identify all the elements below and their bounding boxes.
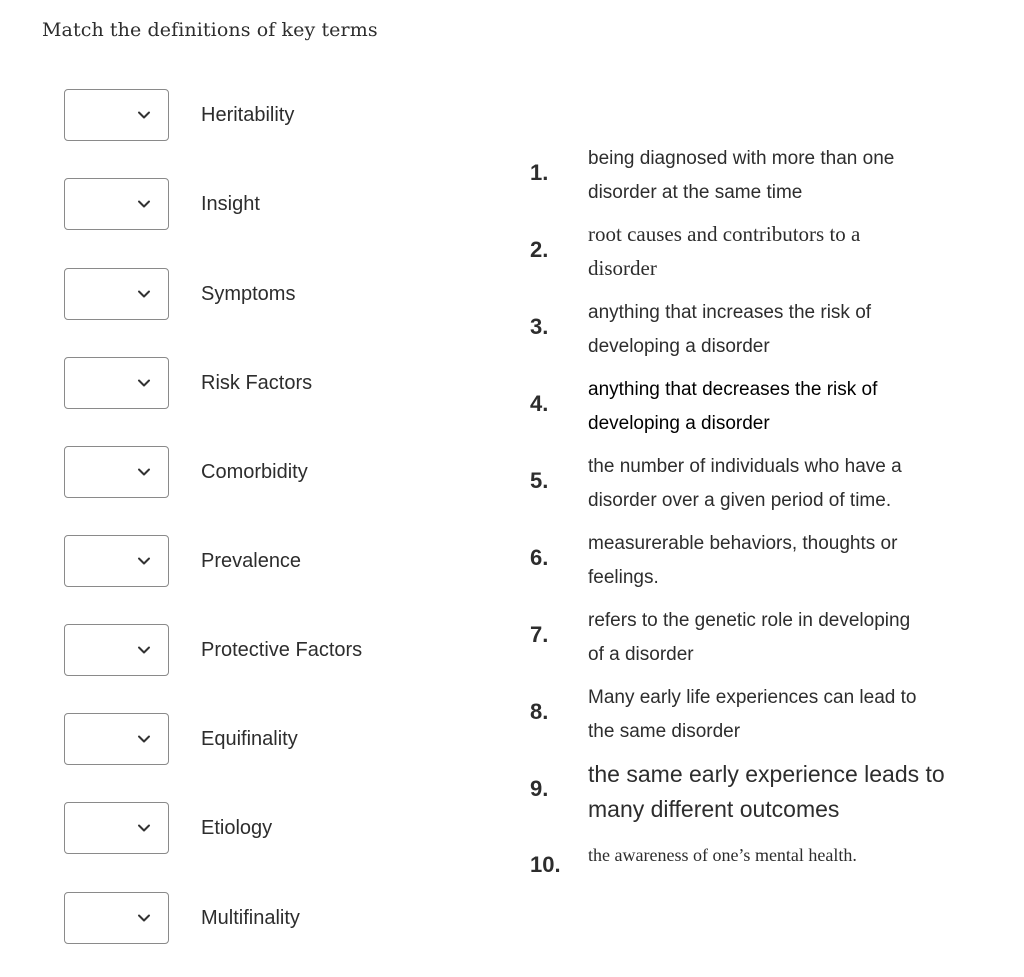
term-select-6[interactable] bbox=[64, 535, 169, 587]
term-label: Protective Factors bbox=[201, 639, 363, 661]
term-select-10[interactable] bbox=[64, 892, 169, 944]
term-row-insight bbox=[64, 178, 424, 232]
definition-text: measurerable behaviors, thoughts or feelings. bbox=[588, 533, 898, 588]
definition-item-2 bbox=[530, 217, 990, 287]
term-row-protective-factors bbox=[64, 624, 424, 678]
chevron-down-icon bbox=[137, 732, 151, 746]
chevron-down-icon bbox=[137, 376, 151, 390]
definition-number: 1. bbox=[530, 160, 549, 185]
definition-text: root causes and contributors to a disorder bbox=[588, 222, 861, 280]
definition-text: the same early experience leads to many different outcomes bbox=[588, 761, 945, 822]
definition-text: Many early life experiences can lead to the same disorder bbox=[588, 687, 917, 742]
term-select-2[interactable] bbox=[64, 178, 169, 230]
definition-item-6 bbox=[530, 527, 990, 597]
definition-item-3 bbox=[530, 296, 990, 366]
chevron-down-icon bbox=[137, 554, 151, 568]
definition-number: 7. bbox=[530, 622, 549, 647]
definition-text: the number of individuals who have a disorder over a given period of time. bbox=[588, 456, 902, 511]
definition-number: 4. bbox=[530, 391, 549, 416]
term-select-5[interactable] bbox=[64, 446, 169, 498]
term-label: Insight bbox=[201, 193, 260, 215]
term-label: Symptoms bbox=[201, 283, 296, 305]
definition-item-10 bbox=[530, 838, 990, 908]
definition-number: 9. bbox=[530, 776, 549, 801]
definition-item-4 bbox=[530, 373, 990, 443]
term-label: Risk Factors bbox=[201, 372, 313, 394]
chevron-down-icon bbox=[137, 911, 151, 925]
chevron-down-icon bbox=[137, 821, 151, 835]
term-select-8[interactable] bbox=[64, 713, 169, 765]
page-title: Match the definitions of key terms bbox=[42, 19, 378, 41]
chevron-down-icon bbox=[137, 465, 151, 479]
definition-item-8 bbox=[530, 681, 990, 751]
chevron-down-icon bbox=[137, 197, 151, 211]
definition-item-9 bbox=[530, 757, 990, 827]
definition-number: 8. bbox=[530, 699, 549, 724]
term-select-9[interactable] bbox=[64, 802, 169, 854]
term-label: Equifinality bbox=[201, 728, 298, 750]
chevron-down-icon bbox=[137, 108, 151, 122]
definition-item-5 bbox=[530, 450, 990, 520]
term-select-4[interactable] bbox=[64, 357, 169, 409]
term-row-multifinality bbox=[64, 892, 424, 946]
term-label: Heritability bbox=[201, 104, 295, 126]
definition-text: anything that increases the risk of developing a disorder bbox=[588, 302, 872, 357]
term-label: Etiology bbox=[201, 817, 273, 839]
term-row-equifinality bbox=[64, 713, 424, 767]
term-row-heritability bbox=[64, 89, 424, 143]
definition-item-1 bbox=[530, 142, 990, 212]
chevron-down-icon bbox=[137, 287, 151, 301]
term-row-risk-factors bbox=[64, 357, 424, 411]
term-row-prevalence bbox=[64, 535, 424, 589]
definition-number: 5. bbox=[530, 468, 549, 493]
term-row-comorbidity bbox=[64, 446, 424, 500]
term-label: Prevalence bbox=[201, 550, 302, 572]
definition-item-7 bbox=[530, 604, 990, 674]
definition-text: refers to the genetic role in developing of a disorder bbox=[588, 610, 911, 665]
definition-text: anything that decreases the risk of developing a disorder bbox=[588, 379, 878, 434]
term-row-etiology bbox=[64, 802, 424, 856]
term-select-7[interactable] bbox=[64, 624, 169, 676]
chevron-down-icon bbox=[137, 643, 151, 657]
definition-text: being diagnosed with more than one disorder at the same time bbox=[588, 148, 895, 203]
term-label: Comorbidity bbox=[201, 461, 308, 483]
definition-number: 10. bbox=[530, 852, 561, 877]
definition-number: 3. bbox=[530, 314, 549, 339]
definition-number: 6. bbox=[530, 545, 549, 570]
term-select-3[interactable] bbox=[64, 268, 169, 320]
term-select-1[interactable] bbox=[64, 89, 169, 141]
term-row-symptoms bbox=[64, 268, 424, 322]
definition-text: the awareness of one’s mental health. bbox=[588, 845, 857, 865]
definition-number: 2. bbox=[530, 237, 549, 262]
term-label: Multifinality bbox=[201, 907, 300, 929]
